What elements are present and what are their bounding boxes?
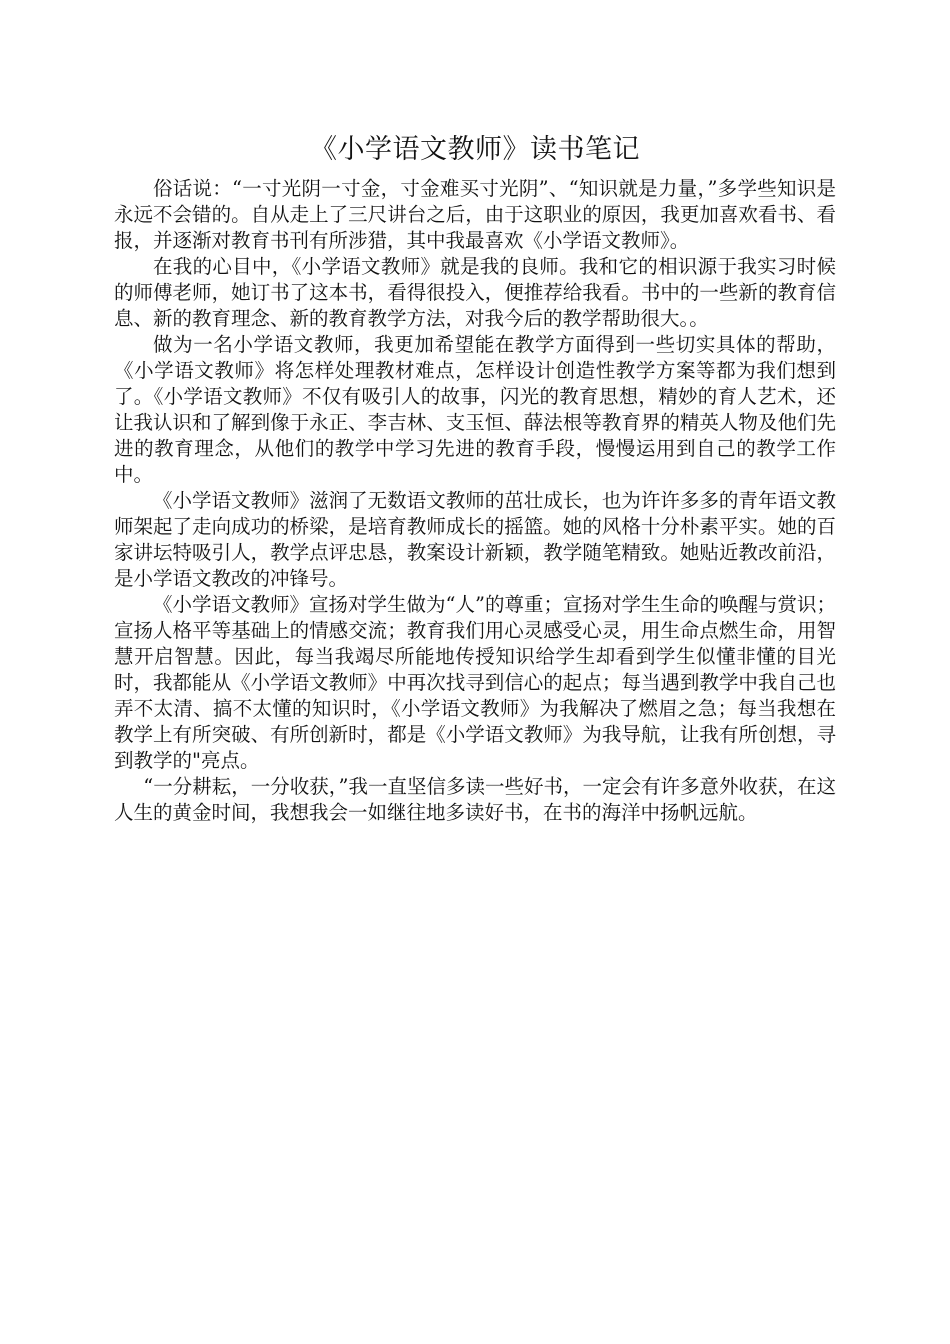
- paragraph-help: 做为一名小学语文教师，我更加希望能在教学方面得到一些切实具体的帮助，《小学语文教师》将怎样处理教材难点，怎样设计创造性教学方案等都为我们想到了。《小学语文教师》不仅有吸引人的故事，闪光的教育思想，精妙的育人艺术，还让我认识和了解到像于永正、李吉林、支玉恒、薛法根等教育界的精英人物及他们先进的教育理念，从他们的教学中学习先进的教育手段，慢慢运用到自己的教学工作中。: [114, 333, 836, 486]
- paragraph-conclusion: “一分耕耘，一分收获，”我一直坚信多读一些好书，一定会有许多意外收获，在这人生的黄金时间，我想我会一如继往地多读好书，在书的海洋中扬帆远航。: [114, 775, 836, 824]
- document-page: [114, 128, 836, 826]
- paragraph-respect: 《小学语文教师》宣扬对学生做为“人”的尊重；宣扬对学生生命的唤醒与赏识；宣扬人格平等基础上的情感交流；教育我们用心灵感受心灵，用生命点燃生命，用智慧开启智慧。因此，每当我竭尽所能地传授知识给学生却看到学生似懂非懂的目光时，我都能从《小学语文教师》中再次找寻到信心的起点；每当遇到教学中我自己也弄不太清、搞不太懂的知识时，《小学语文教师》为我解决了燃眉之急；每当我想在教学上有所突破、有所创新时，都是《小学语文教师》为我导航，让我有所创想，寻到教学的"亮点。: [114, 593, 836, 772]
- document-title: 《小学语文教师》读书笔记: [310, 134, 640, 165]
- paragraph-good-teacher: 在我的心目中，《小学语文教师》就是我的良师。我和它的相识源于我实习时候的师傅老师，她订书了这本书，看得很投入，便推荐给我看。书中的一些新的教育信息、新的教育理念、新的教育教学方法，对我今后的教学帮助很大。。: [114, 255, 836, 330]
- paragraph-intro: 俗话说：“一寸光阴一寸金，寸金难买寸光阴”、“知识就是力量，”多学些知识是永远不会错的。自从走上了三尺讲台之后，由于这职业的原因，我更加喜欢看书、看报，并逐渐对教育书刊有所涉猎，其中我最喜欢《小学语文教师》。: [114, 177, 836, 252]
- paragraph-growth: 《小学语文教师》滋润了无数语文教师的茁壮成长，也为许许多多的青年语文教师架起了走向成功的桥梁，是培育教师成长的摇篮。她的风格十分朴素平实。她的百家讲坛特吸引人，教学点评忠恳，教案设计新颖，教学随笔精致。她贴近教改前沿，是小学语文教改的冲锋号。: [114, 489, 836, 590]
